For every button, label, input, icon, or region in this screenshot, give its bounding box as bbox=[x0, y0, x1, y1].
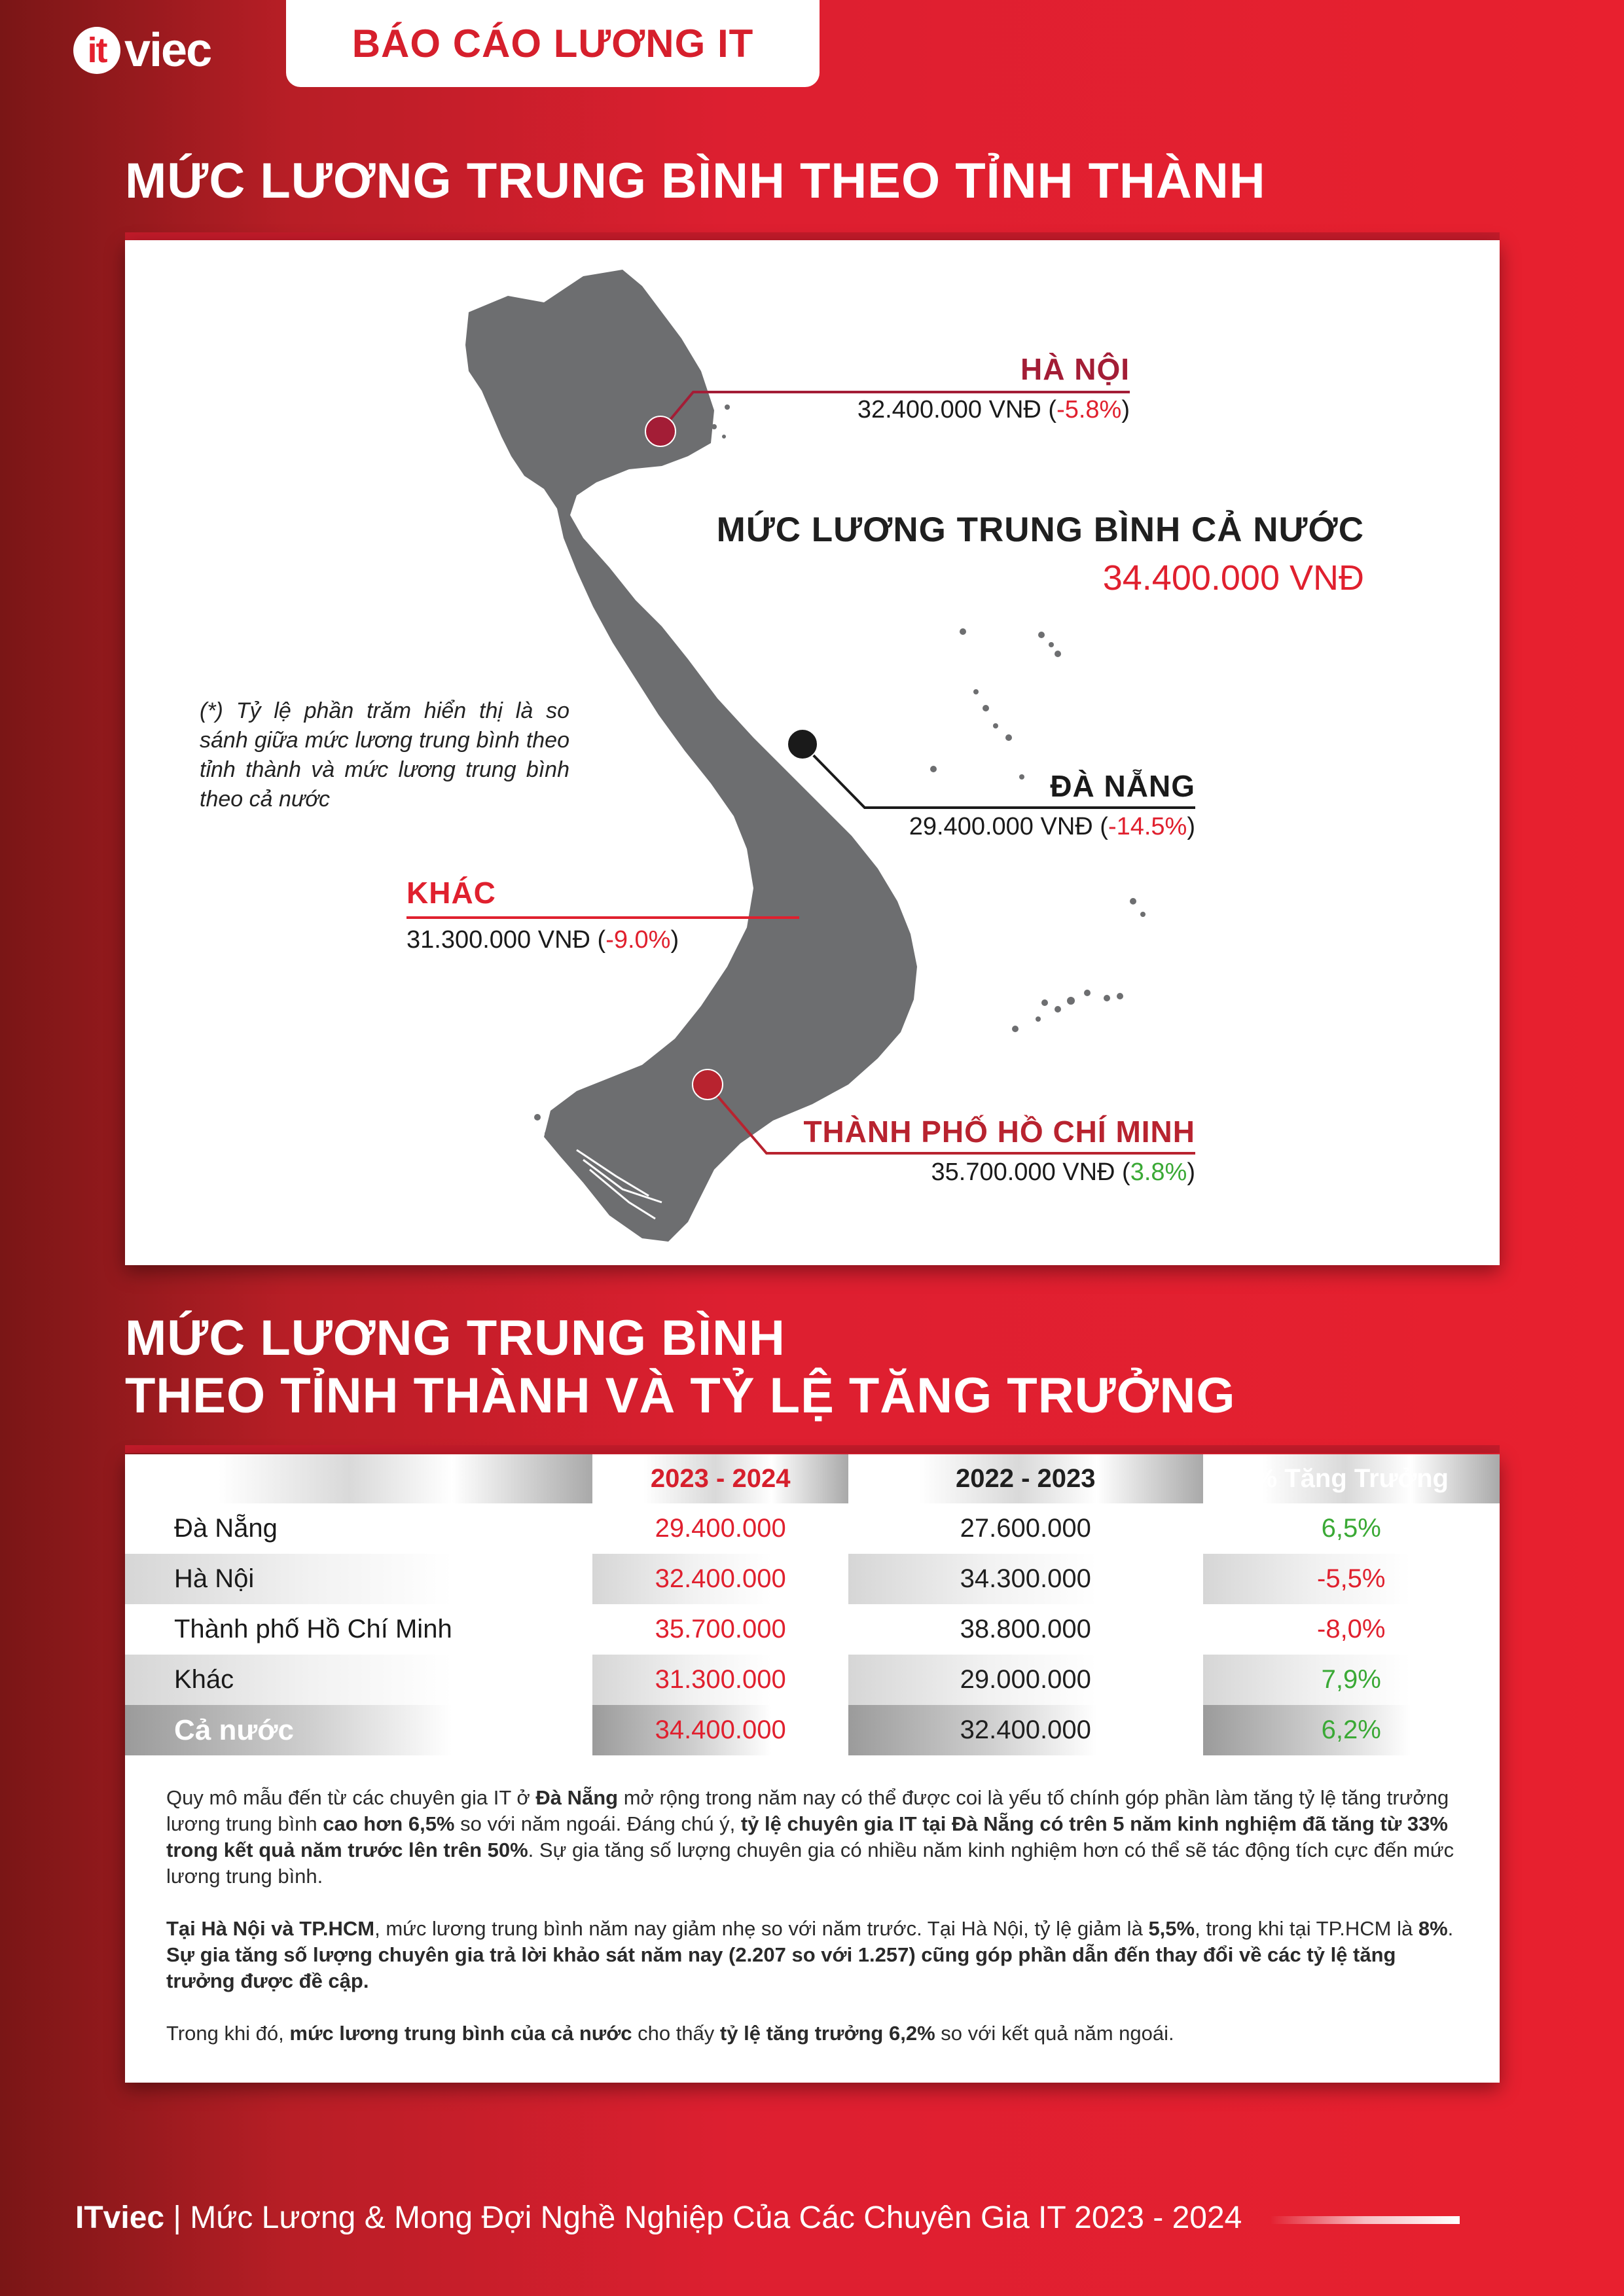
hcmc-salary: 35.700.000 VNĐ bbox=[931, 1158, 1115, 1186]
footer-brand: ITviec bbox=[75, 2200, 165, 2235]
p1-text-1: Quy mô mẫu đến từ các chuyên gia IT ở bbox=[166, 1786, 536, 1809]
p3-text-3: so với kết quả năm ngoái. bbox=[935, 2022, 1174, 2045]
row-2024-value: 31.300.000 bbox=[592, 1655, 848, 1705]
row-2023-value: 32.400.000 bbox=[848, 1705, 1203, 1755]
city-label-other bbox=[406, 875, 679, 954]
table-row bbox=[125, 1554, 1500, 1604]
city-label-hanoi bbox=[857, 351, 1130, 424]
section-title-growth-line1: MỨC LƯƠNG TRUNG BÌNH bbox=[125, 1310, 785, 1366]
p1-bold-1: Đà Nẵng bbox=[535, 1786, 619, 1809]
card-accent-bar bbox=[125, 232, 1500, 240]
table-row bbox=[125, 1655, 1500, 1705]
header-2022-2023: 2022 - 2023 bbox=[848, 1454, 1203, 1503]
row-2023-value: 34.300.000 bbox=[848, 1554, 1203, 1604]
row-2024-value: 29.400.000 bbox=[655, 1514, 786, 1543]
footer-report-name: Mức Lương & Mong Đợi Nghề Nghiệp Của Các Chuyên Gia IT 2023 - 2024 bbox=[190, 2200, 1242, 2235]
row-2024-value: 35.700.000 bbox=[655, 1615, 786, 1643]
card-accent-bar bbox=[125, 1445, 1500, 1453]
row-growth: 6,5% bbox=[1321, 1514, 1381, 1543]
row-growth: -5,5% bbox=[1203, 1554, 1500, 1604]
p2-bold-4: Sự gia tăng số lượng chuyên gia trả lời khảo sát năm nay (2.207 so với 1.257) cũng góp phần dẫn đến thay đổi về các tỷ lệ tăng trưởng được đề cập. bbox=[166, 1943, 1396, 1992]
hanoi-name: HÀ NỘI bbox=[1020, 352, 1130, 386]
city-label-danang bbox=[909, 768, 1195, 841]
table-card bbox=[125, 1454, 1500, 2083]
section-title-growth-line2: THEO TỈNH THÀNH VÀ TỶ LỆ TĂNG TRƯỞNG bbox=[125, 1368, 1236, 1424]
logo-text: viec bbox=[124, 24, 211, 77]
p2-bold-3: 8% bbox=[1418, 1917, 1448, 1940]
hanoi-salary: 32.400.000 VNĐ bbox=[857, 396, 1041, 423]
row-location: Hà Nội bbox=[125, 1554, 592, 1604]
p1-text-2: mở rộng trong năm nay có thể được coi là yếu tố chính góp phần làm tăng tỷ lệ tăng trưởng lương trung bình bbox=[166, 1786, 1449, 1835]
national-average-value: 34.400.000 VNĐ bbox=[1102, 558, 1364, 598]
footer bbox=[75, 2200, 1242, 2236]
hanoi-salary-line: 32.400.000 VNĐ (-5.8%) bbox=[857, 396, 1130, 423]
danang-marker bbox=[787, 729, 818, 759]
salary-growth-table bbox=[125, 1454, 1500, 1755]
hcmc-diff: 3.8% bbox=[1130, 1158, 1187, 1186]
footer-decoration-bar bbox=[1270, 2216, 1460, 2224]
row-2023-value: 38.800.000 bbox=[960, 1615, 1091, 1643]
footer-separator: | bbox=[164, 2200, 190, 2235]
danang-salary-line: 29.400.000 VNĐ (-14.5%) bbox=[909, 813, 1195, 840]
row-2023-value: 27.600.000 bbox=[960, 1514, 1091, 1543]
hanoi-diff: -5.8% bbox=[1056, 396, 1122, 423]
row-location: Khác bbox=[125, 1655, 592, 1705]
row-location: Cả nước bbox=[125, 1705, 592, 1755]
header-location bbox=[125, 1454, 592, 1503]
other-salary-line: 31.300.000 VNĐ (-9.0%) bbox=[406, 926, 679, 954]
national-average-title: MỨC LƯƠNG TRUNG BÌNH CẢ NƯỚC bbox=[716, 511, 1364, 549]
row-growth: 6,2% bbox=[1203, 1705, 1500, 1755]
p1-bold-3: tỷ lệ chuyên gia IT tại Đà Nẵng có trên 5 năm kinh nghiệm đã tăng từ 33% trong kết quả năm trước lên trên 50% bbox=[166, 1812, 1448, 1861]
logo-badge: it bbox=[73, 27, 120, 74]
header-growth: % Tăng Trưởng bbox=[1203, 1454, 1500, 1503]
row-growth: -8,0% bbox=[1317, 1615, 1386, 1643]
table-row bbox=[125, 1503, 1500, 1554]
danang-salary: 29.400.000 VNĐ bbox=[909, 813, 1093, 840]
city-label-hcmc bbox=[803, 1114, 1195, 1187]
paragraph-national bbox=[166, 2020, 1460, 2047]
row-location: Thành phố Hồ Chí Minh bbox=[174, 1615, 452, 1643]
hcmc-name: THÀNH PHỐ HỒ CHÍ MINH bbox=[803, 1115, 1195, 1149]
p1-text-3: so với năm ngoái. Đáng chú ý, bbox=[454, 1812, 741, 1835]
p3-text-2: cho thấy bbox=[632, 2022, 720, 2045]
p2-bold-1: Tại Hà Nội và TP.HCM bbox=[166, 1917, 375, 1940]
p3-bold-2: tỷ lệ tăng trưởng 6,2% bbox=[719, 2022, 935, 2045]
paragraph-hanoi-hcmc bbox=[166, 1916, 1460, 1994]
row-growth: 7,9% bbox=[1203, 1655, 1500, 1705]
other-diff: -9.0% bbox=[605, 926, 671, 954]
row-2024-value: 32.400.000 bbox=[592, 1554, 848, 1604]
percentage-note: (*) Tỷ lệ phần trăm hiển thị là so sánh giữa mức lương trung bình theo tỉnh thành và mức lương trung bình theo cả nước bbox=[200, 698, 569, 812]
hcmc-salary-line: 35.700.000 VNĐ (3.8%) bbox=[931, 1158, 1195, 1186]
other-name: KHÁC bbox=[406, 876, 496, 910]
p1-text-4: . Sự gia tăng số lượng chuyên gia có nhiều năm kinh nghiệm hơn có thể sẽ tác động tích cực đến mức lương trung bình. bbox=[166, 1839, 1454, 1888]
row-2023-value: 29.000.000 bbox=[848, 1655, 1203, 1705]
p2-text-3: . bbox=[1447, 1917, 1454, 1940]
p2-text-2: , trong khi tại TP.HCM là bbox=[1195, 1917, 1418, 1940]
other-salary: 31.300.000 VNĐ bbox=[406, 926, 590, 954]
p3-text-1: Trong khi đó, bbox=[166, 2022, 290, 2045]
row-location: Đà Nẵng bbox=[174, 1514, 278, 1543]
p1-bold-2: cao hơn 6,5% bbox=[323, 1812, 455, 1835]
table-row bbox=[125, 1604, 1500, 1655]
p3-bold-1: mức lương trung bình của cả nước bbox=[289, 2022, 632, 2045]
table-row-total bbox=[125, 1705, 1500, 1755]
hcmc-marker bbox=[693, 1069, 723, 1100]
table-header-row bbox=[125, 1454, 1500, 1503]
row-2024-value: 34.400.000 bbox=[592, 1705, 848, 1755]
itviec-logo[interactable] bbox=[73, 14, 211, 86]
report-title-tab: BÁO CÁO LƯƠNG IT bbox=[286, 0, 820, 87]
danang-diff: -14.5% bbox=[1108, 813, 1187, 840]
paragraph-danang bbox=[166, 1785, 1460, 1890]
p2-bold-2: 5,5% bbox=[1148, 1917, 1195, 1940]
p2-text-1: , mức lương trung bình năm nay giảm nhẹ so với năm trước. Tại Hà Nội, tỷ lệ giảm là bbox=[374, 1917, 1149, 1940]
hanoi-marker bbox=[645, 416, 676, 446]
map-card bbox=[125, 240, 1500, 1265]
header-2023-2024: 2023 - 2024 bbox=[592, 1454, 848, 1503]
danang-name: ĐÀ NẴNG bbox=[1050, 769, 1195, 803]
section-title-salary-by-province: MỨC LƯƠNG TRUNG BÌNH THEO TỈNH THÀNH bbox=[125, 153, 1266, 209]
